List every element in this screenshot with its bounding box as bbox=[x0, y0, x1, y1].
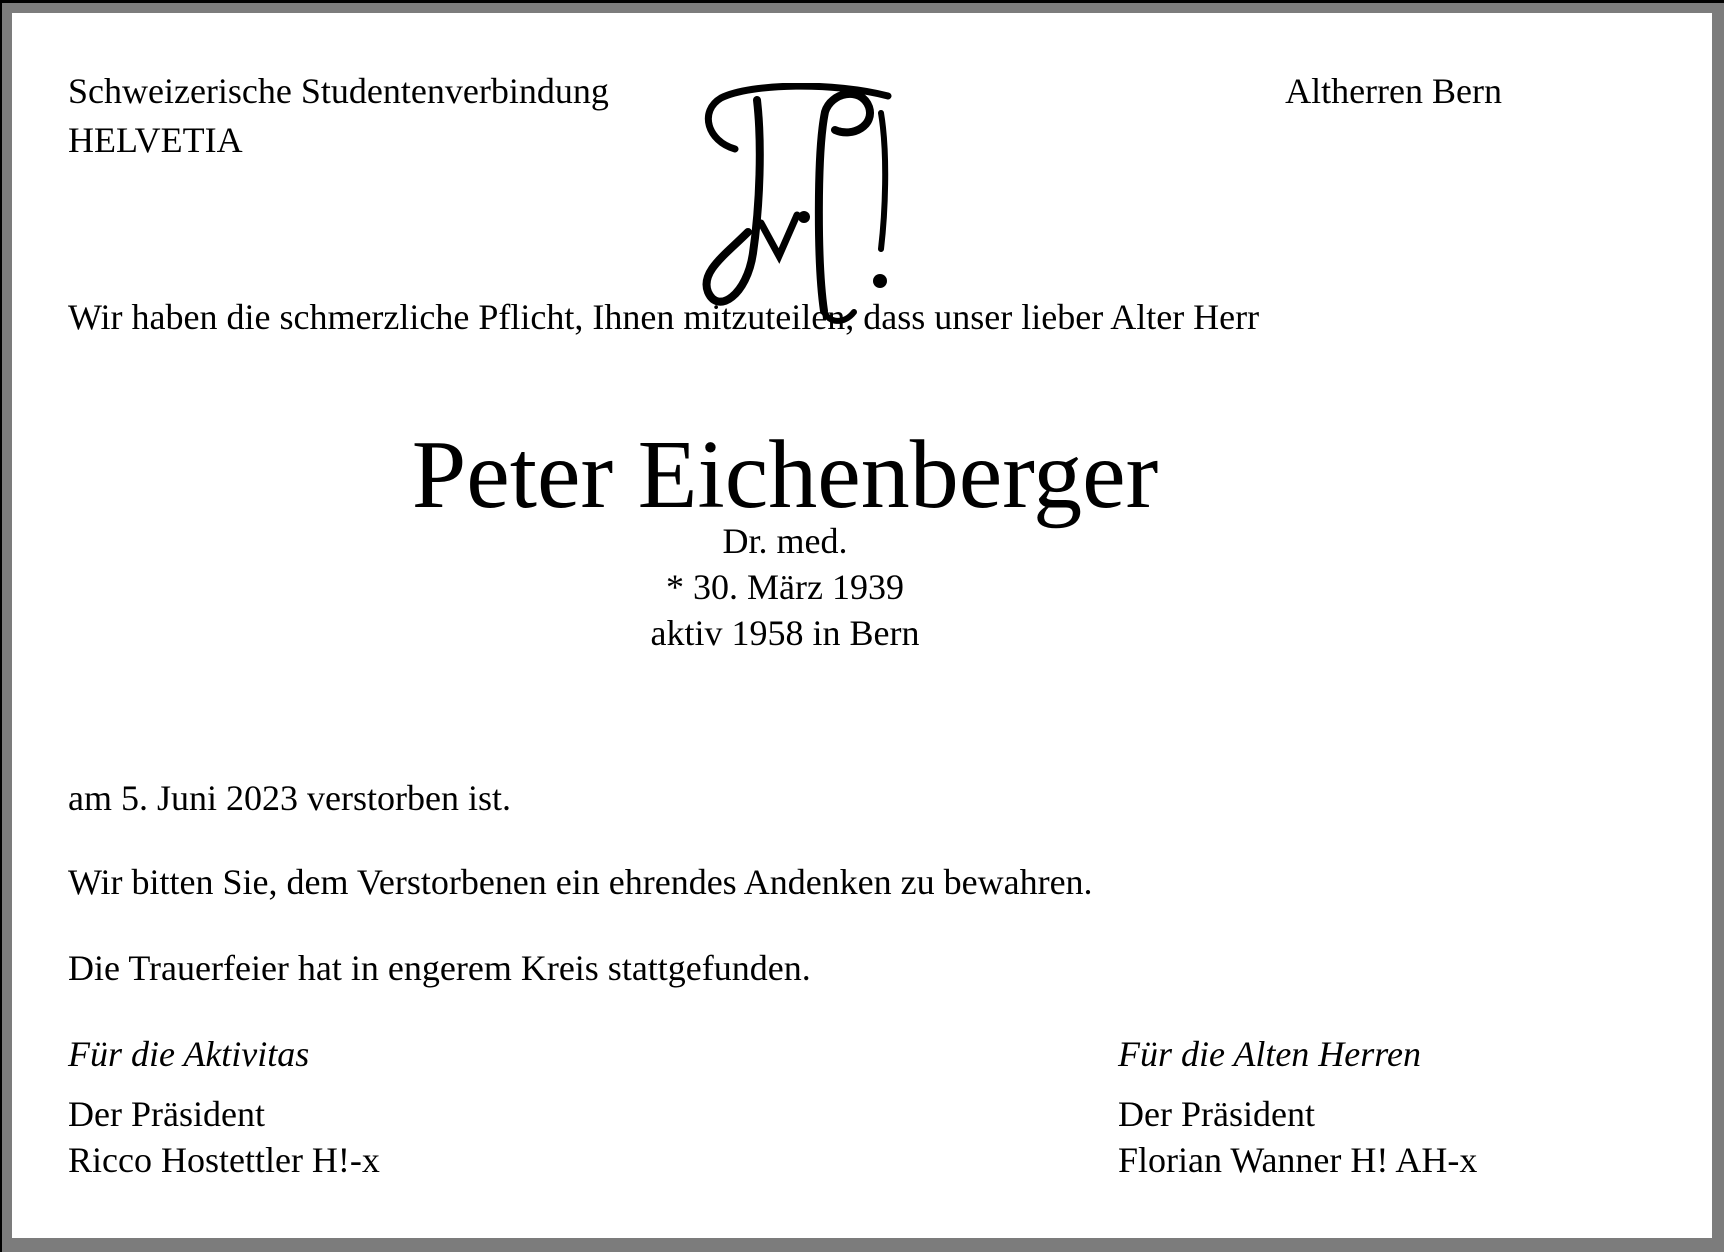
organization-name bbox=[68, 67, 609, 165]
organization-line1: Schweizerische Studentenverbindung bbox=[68, 71, 609, 111]
organization-line2: HELVETIA bbox=[68, 120, 243, 160]
deceased-birthdate: * 30. März 1939 bbox=[666, 567, 904, 607]
funeral-sentence: Die Trauerfeier hat in engerem Kreis stattgefunden. bbox=[68, 948, 811, 988]
chapter-name: Altherren Bern bbox=[1285, 71, 1502, 111]
deceased-name: Peter Eichenberger bbox=[411, 421, 1159, 529]
remembrance-sentence: Wir bitten Sie, dem Verstorbenen ein ehrendes Andenken zu bewahren. bbox=[68, 862, 1093, 902]
zirkel-icon bbox=[695, 83, 895, 331]
deceased-details bbox=[68, 518, 1502, 656]
signature-aktivitas-group: Für die Aktivitas bbox=[68, 1034, 310, 1074]
signature-altherren bbox=[1118, 1031, 1477, 1183]
signature-altherren-role: Der Präsident bbox=[1118, 1094, 1315, 1134]
deceased-title: Dr. med. bbox=[722, 521, 848, 561]
signature-aktivitas-role: Der Präsident bbox=[68, 1094, 265, 1134]
deceased-active-year: aktiv 1958 in Bern bbox=[650, 613, 920, 653]
intro-sentence: Wir haben die schmerzliche Pflicht, Ihnen mitzuteilen, dass unser lieber Alter Herr bbox=[68, 297, 1260, 337]
signature-altherren-group: Für die Alten Herren bbox=[1118, 1034, 1421, 1074]
signature-altherren-name: Florian Wanner H! AH-x bbox=[1118, 1140, 1478, 1180]
obituary-page bbox=[12, 13, 1712, 1238]
signature-aktivitas bbox=[68, 1031, 380, 1183]
signature-aktivitas-name: Ricco Hostettler H!-x bbox=[68, 1140, 380, 1180]
death-date-sentence: am 5. Juni 2023 verstorben ist. bbox=[68, 778, 511, 818]
